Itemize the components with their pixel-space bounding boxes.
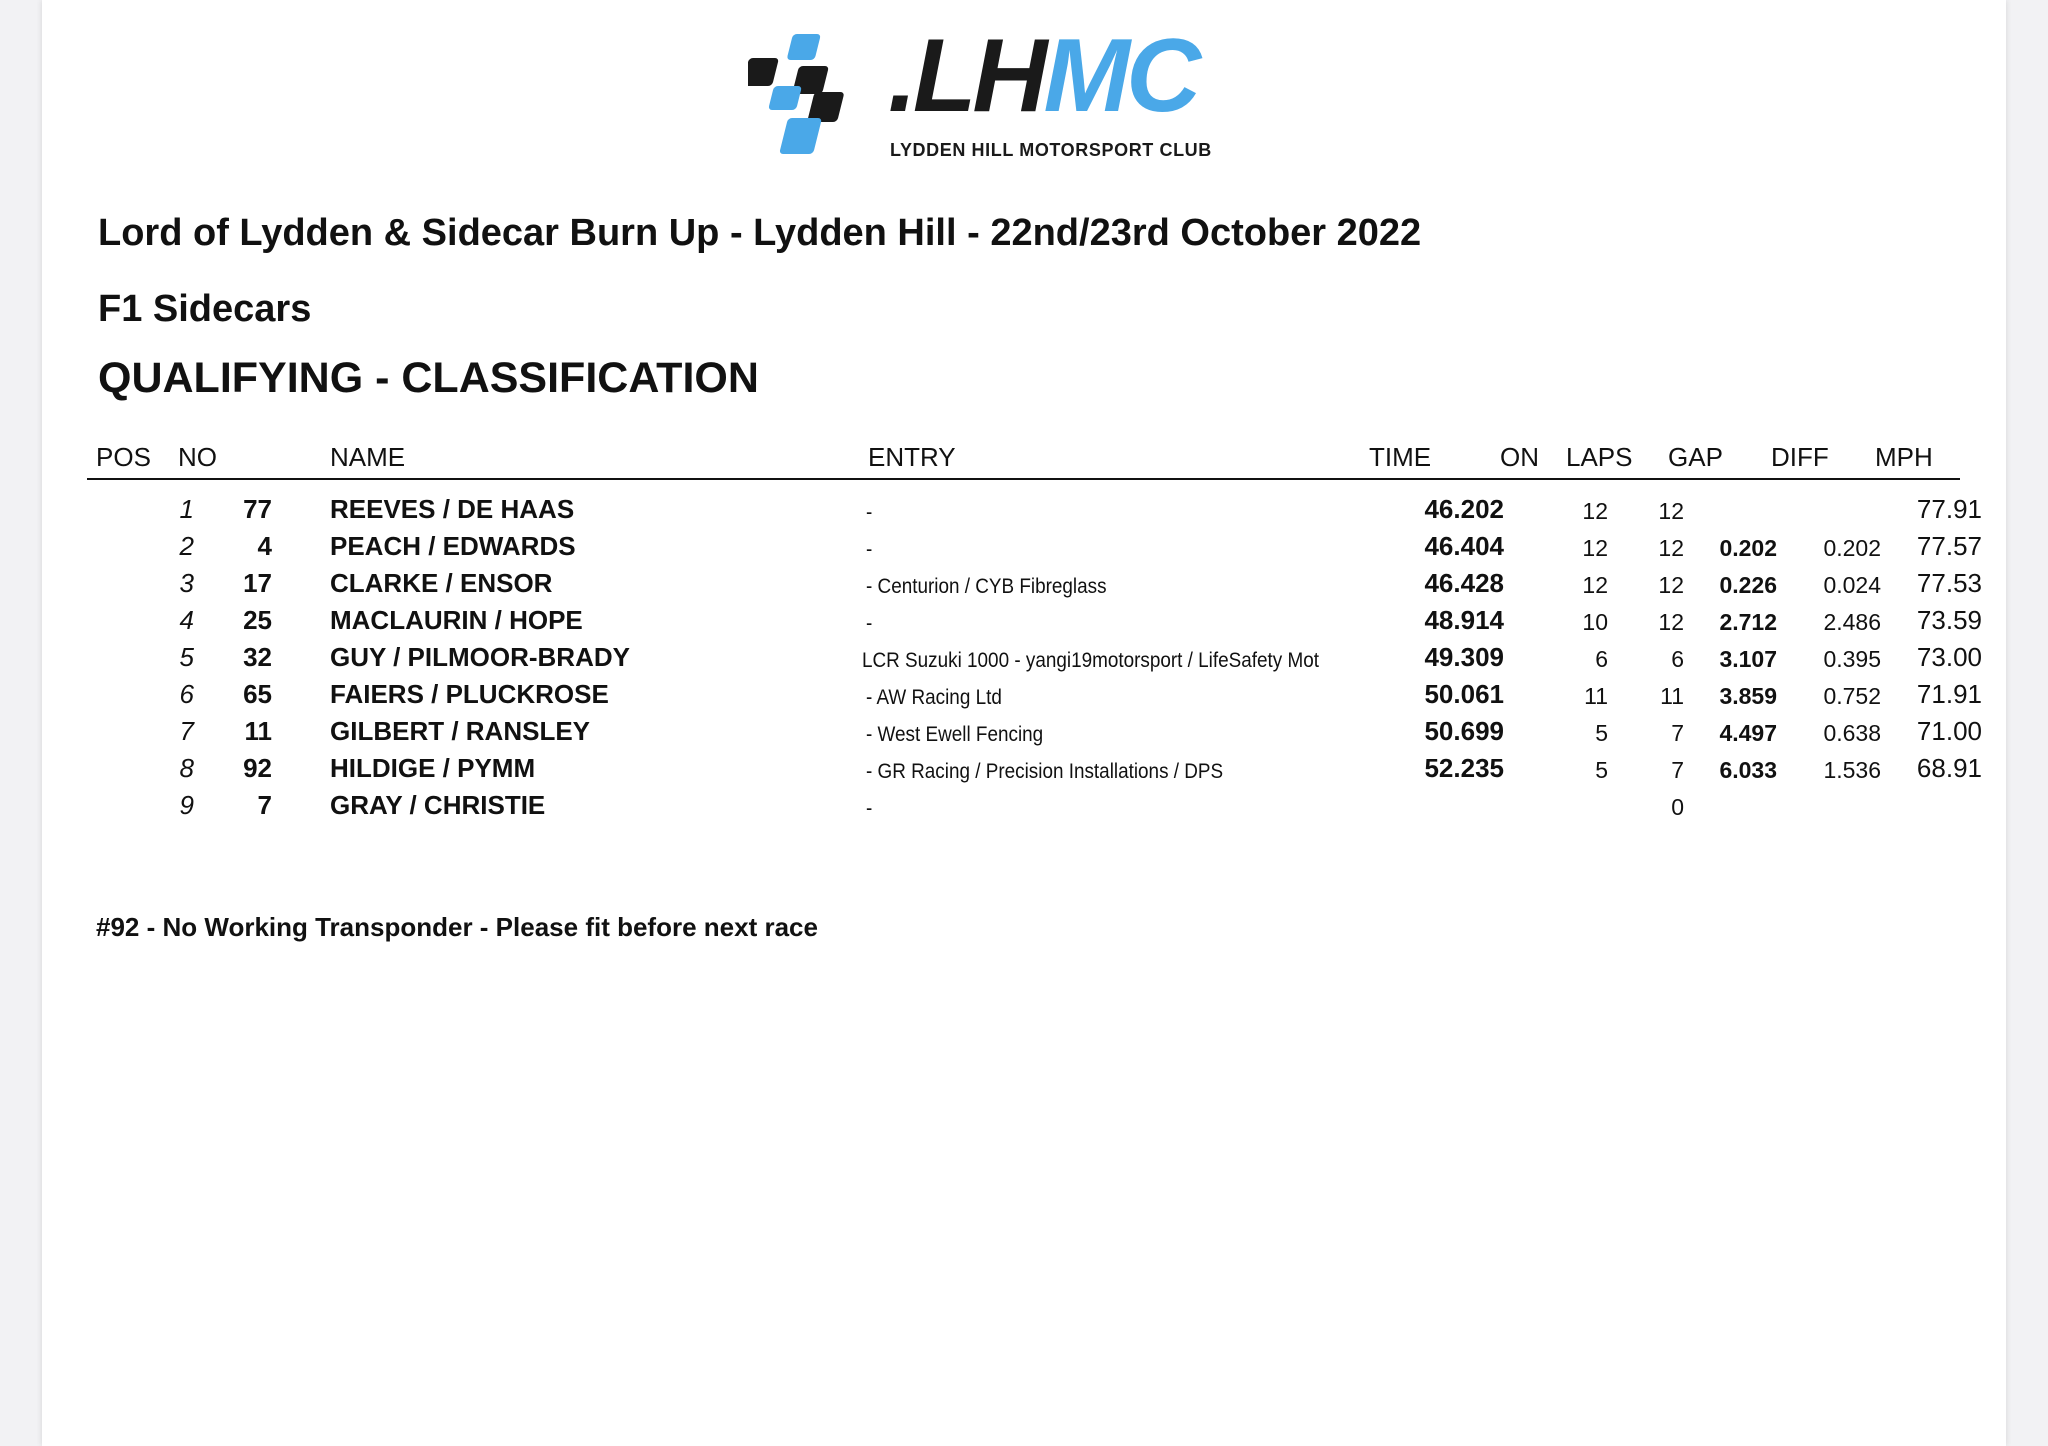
session-title: QUALIFYING - CLASSIFICATION: [98, 354, 759, 402]
cell-diff: 0.024: [1823, 572, 1881, 598]
cell-gap: 6.033: [1719, 757, 1777, 783]
cell-on: 5: [1595, 757, 1608, 783]
cell-name: GRAY / CHRISTIE: [330, 790, 546, 820]
cell-mph: 68.91: [1916, 753, 1982, 783]
cell-no: 77: [243, 494, 272, 524]
cell-entry: LCR Suzuki 1000 - yangi19motorsport / LifeSafety Mot: [862, 649, 1319, 672]
cell-on: 12: [1582, 498, 1608, 524]
cell-gap: 0.202: [1719, 535, 1777, 561]
cell-mph: 77.57: [1916, 531, 1982, 561]
cell-name: PEACH / EDWARDS: [330, 531, 576, 561]
table-row: [42, 566, 2006, 603]
cell-pos: 2: [179, 531, 194, 561]
cell-time: 48.914: [1424, 605, 1504, 635]
cell-gap: 2.712: [1719, 609, 1777, 635]
logo-wordmark: [888, 18, 1198, 134]
checkered-flag-icon: [748, 30, 888, 164]
table-row: [42, 677, 2006, 714]
col-header-no: NO: [178, 442, 217, 472]
cell-time: 46.404: [1424, 531, 1504, 561]
cell-diff: 1.536: [1823, 757, 1881, 783]
col-header-mph: MPH: [1875, 442, 1933, 472]
logo-word-dark: .LH: [888, 18, 1044, 134]
cell-gap: 4.497: [1719, 720, 1777, 746]
cell-no: 25: [243, 605, 272, 635]
table-row: [42, 529, 2006, 566]
cell-no: 92: [243, 753, 272, 783]
cell-time: 50.699: [1424, 716, 1504, 746]
cell-entry: - GR Racing / Precision Installations / DPS: [866, 760, 1224, 783]
cell-time: 52.235: [1424, 753, 1504, 783]
col-header-entry: ENTRY: [868, 442, 956, 472]
cell-entry: -: [866, 612, 873, 635]
cell-no: 65: [243, 679, 272, 709]
cell-laps: 0: [1671, 794, 1684, 820]
cell-time: 46.202: [1424, 494, 1504, 524]
cell-mph: 77.53: [1916, 568, 1982, 598]
cell-gap: 3.107: [1719, 646, 1777, 672]
col-header-pos: POS: [96, 442, 151, 472]
cell-mph: 71.00: [1916, 716, 1982, 746]
cell-mph: 71.91: [1916, 679, 1982, 709]
header-divider: [87, 478, 1960, 480]
cell-laps: 7: [1671, 720, 1684, 746]
cell-gap: 0.226: [1719, 572, 1777, 598]
col-header-diff: DIFF: [1771, 442, 1829, 472]
cell-on: 12: [1582, 572, 1608, 598]
table-row: [42, 640, 2006, 677]
cell-diff: 0.638: [1823, 720, 1881, 746]
cell-gap: 3.859: [1719, 683, 1777, 709]
lhmc-logo: [748, 18, 1268, 164]
table-row: [42, 603, 2006, 640]
cell-entry: -: [866, 538, 873, 561]
cell-laps: 12: [1658, 609, 1684, 635]
cell-pos: 8: [179, 753, 194, 783]
cell-name: FAIERS / PLUCKROSE: [330, 679, 609, 709]
cell-entry: - Centurion / CYB Fibreglass: [866, 575, 1107, 598]
cell-pos: 1: [179, 494, 194, 524]
cell-pos: 3: [179, 568, 194, 598]
results-sheet: [42, 0, 2006, 1446]
col-header-on: ON: [1500, 442, 1539, 472]
cell-name: GILBERT / RANSLEY: [330, 716, 591, 746]
cell-mph: 73.59: [1916, 605, 1982, 635]
cell-name: CLARKE / ENSOR: [330, 568, 553, 598]
class-title: F1 Sidecars: [98, 288, 312, 330]
cell-diff: 0.202: [1823, 535, 1881, 561]
cell-laps: 6: [1671, 646, 1684, 672]
cell-diff: 0.395: [1823, 646, 1881, 672]
cell-laps: 12: [1658, 535, 1684, 561]
table-row: [42, 788, 2006, 825]
cell-on: 10: [1582, 609, 1608, 635]
cell-diff: 2.486: [1823, 609, 1881, 635]
cell-entry: - AW Racing Ltd: [866, 686, 1002, 709]
cell-laps: 12: [1658, 572, 1684, 598]
cell-pos: 6: [179, 679, 194, 709]
logo-subtitle: LYDDEN HILL MOTORSPORT CLUB: [890, 140, 1212, 160]
cell-on: 12: [1582, 535, 1608, 561]
cell-pos: 4: [179, 605, 194, 635]
cell-on: 11: [1584, 683, 1608, 709]
table-row: [42, 492, 2006, 529]
cell-name: MACLAURIN / HOPE: [330, 605, 583, 635]
cell-no: 32: [243, 642, 272, 672]
cell-laps: 12: [1658, 498, 1684, 524]
cell-time: 49.309: [1424, 642, 1504, 672]
col-header-laps: LAPS: [1566, 442, 1633, 472]
cell-pos: 7: [179, 716, 194, 746]
cell-diff: 0.752: [1823, 683, 1881, 709]
table-row: [42, 714, 2006, 751]
cell-mph: 77.91: [1916, 494, 1982, 524]
cell-name: REEVES / DE HAAS: [330, 494, 575, 524]
cell-entry: - West Ewell Fencing: [866, 723, 1044, 746]
table-row: [42, 751, 2006, 788]
cell-no: 7: [257, 790, 272, 820]
cell-pos: 5: [179, 642, 194, 672]
col-header-name: NAME: [330, 442, 406, 472]
cell-name: HILDIGE / PYMM: [330, 753, 536, 783]
cell-entry: -: [866, 501, 873, 524]
cell-laps: 11: [1660, 683, 1684, 709]
cell-no: 17: [243, 568, 272, 598]
cell-mph: 73.00: [1916, 642, 1982, 672]
cell-time: 50.061: [1424, 679, 1504, 709]
col-header-time: TIME: [1369, 442, 1432, 472]
cell-entry: -: [866, 797, 873, 820]
transponder-note: #92 - No Working Transponder - Please fit before next race: [96, 912, 818, 942]
cell-on: 5: [1595, 720, 1608, 746]
cell-laps: 7: [1671, 757, 1684, 783]
cell-time: 46.428: [1424, 568, 1504, 598]
cell-name: GUY / PILMOOR-BRADY: [330, 642, 630, 672]
cell-on: 6: [1595, 646, 1608, 672]
col-header-gap: GAP: [1668, 442, 1723, 472]
cell-pos: 9: [179, 790, 194, 820]
event-title: Lord of Lydden & Sidecar Burn Up - Lydden Hill - 22nd/23rd October 2022: [98, 212, 1422, 254]
cell-no: 4: [257, 531, 272, 561]
cell-no: 11: [244, 716, 272, 746]
logo-word-blue: MC: [1043, 18, 1198, 134]
